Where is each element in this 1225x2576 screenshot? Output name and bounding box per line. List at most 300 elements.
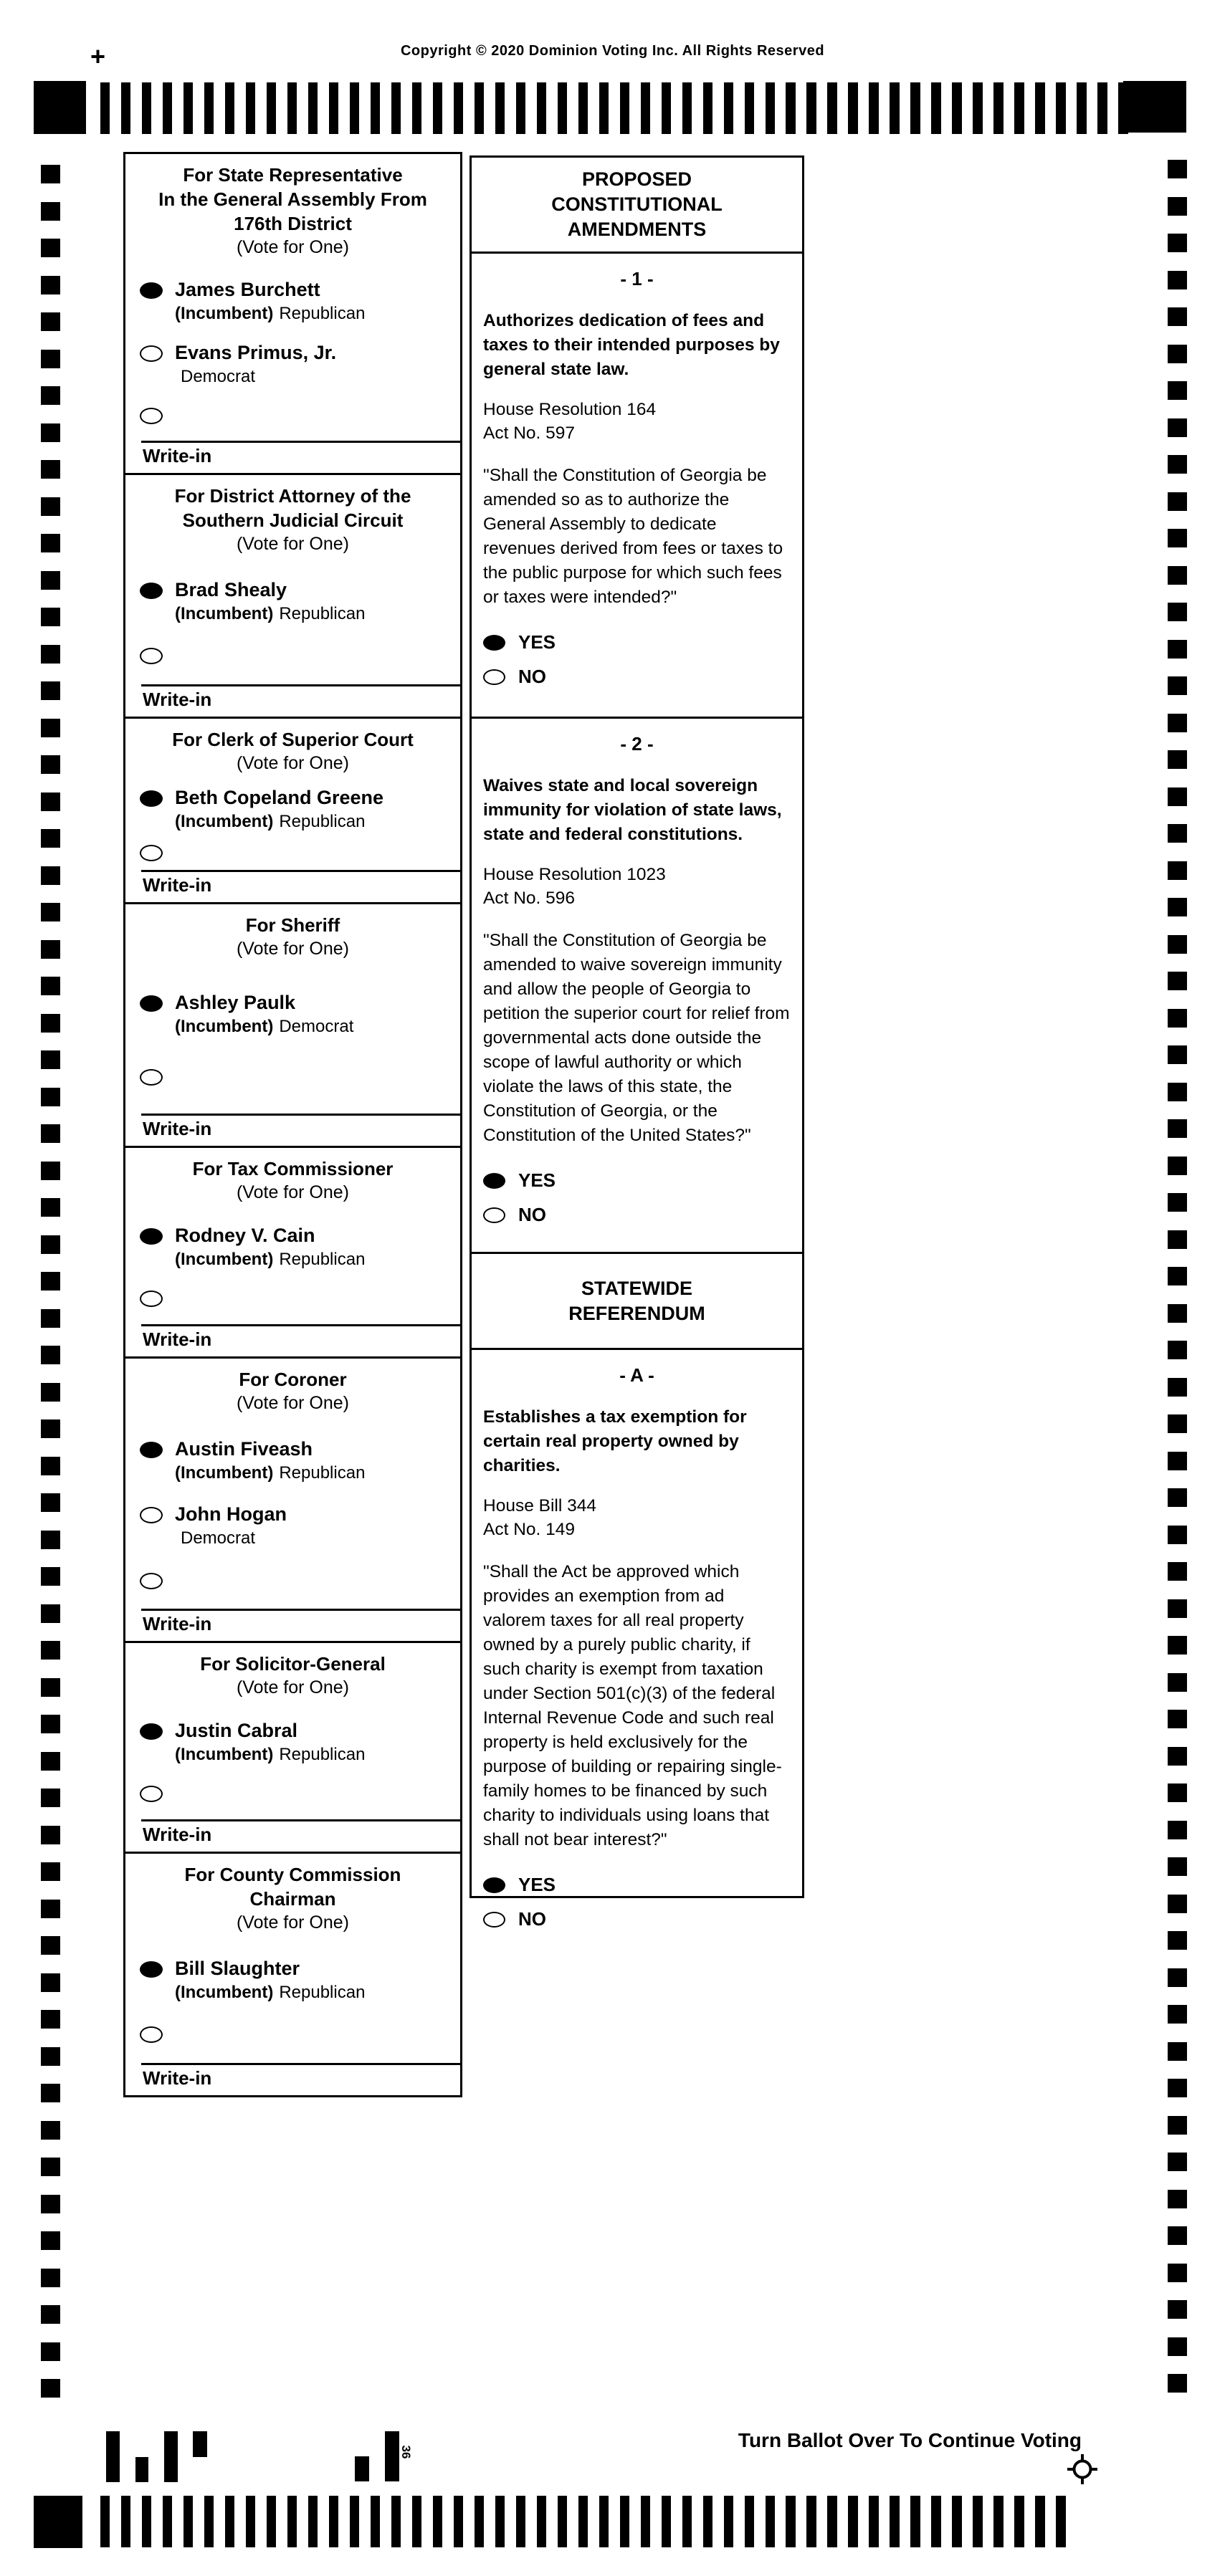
timing-mark	[682, 82, 692, 134]
timing-mark	[142, 2496, 151, 2547]
timing-mark	[1168, 160, 1187, 178]
timing-mark	[1168, 1414, 1187, 1433]
timing-mark	[41, 2379, 60, 2398]
candidate-name: Austin Fiveash	[175, 1437, 313, 1460]
timing-mark	[287, 82, 297, 134]
vote-for-instruction: (Vote for One)	[236, 534, 350, 554]
blank-candidate-row	[140, 841, 460, 861]
timing-mark	[41, 1235, 60, 1254]
vote-for-instruction: (Vote for One)	[236, 753, 350, 773]
ballot-oval[interactable]	[140, 1961, 163, 1978]
timing-mark	[495, 82, 505, 134]
timing-mark	[41, 2342, 60, 2361]
ballot-oval[interactable]	[140, 583, 163, 599]
timing-mark	[1168, 898, 1187, 916]
timing-mark	[1168, 1599, 1187, 1618]
timing-marks-right	[1168, 160, 1187, 2393]
timing-mark	[1168, 1157, 1187, 1175]
write-in-area[interactable]	[141, 1324, 460, 1356]
timing-mark	[766, 82, 775, 134]
timing-mark	[1168, 1968, 1187, 1987]
timing-mark	[41, 681, 60, 700]
timing-mark	[41, 1493, 60, 1512]
timing-mark	[1168, 1857, 1187, 1876]
timing-mark	[682, 2496, 692, 2547]
ballot-oval[interactable]	[483, 635, 505, 651]
timing-mark	[41, 1826, 60, 1844]
timing-mark	[1168, 1895, 1187, 1913]
timing-mark	[931, 82, 940, 134]
timing-mark	[246, 82, 255, 134]
timing-mark	[1168, 1747, 1187, 1766]
timing-mark	[952, 82, 961, 134]
timing-mark	[662, 82, 671, 134]
vote-for-instruction: (Vote for One)	[236, 1912, 350, 1933]
contest-coroner	[123, 1356, 462, 1643]
contest-district-attorney	[123, 473, 462, 719]
timing-mark	[41, 497, 60, 516]
timing-mark	[41, 1567, 60, 1586]
contest-tax-commissioner	[123, 1146, 462, 1359]
contest-title: For Sheriff	[245, 914, 340, 936]
timing-mark	[1168, 2079, 1187, 2097]
proposed-amendments-header: PROPOSED CONSTITUTIONAL AMENDMENTS	[469, 155, 804, 254]
timing-mark	[1097, 82, 1107, 134]
ballot-oval[interactable]	[140, 1069, 163, 1086]
timing-mark	[412, 2496, 421, 2547]
timing-mark	[41, 608, 60, 626]
timing-mark	[786, 2496, 795, 2547]
timing-mark	[287, 2496, 297, 2547]
timing-mark	[1168, 1267, 1187, 1285]
timing-mark	[41, 1198, 60, 1217]
ballot-oval[interactable]	[140, 1291, 163, 1307]
contest-title: For Coroner	[239, 1369, 347, 1390]
timing-mark	[475, 82, 484, 134]
timing-mark	[1168, 714, 1187, 732]
blank-candidate-row	[140, 1287, 460, 1307]
timing-mark	[993, 2496, 1003, 2547]
timing-mark	[724, 2496, 733, 2547]
measure-reference: House Bill 344 Act No. 149	[483, 1496, 596, 1539]
timing-mark	[1168, 1009, 1187, 1028]
contest-sheriff	[123, 902, 462, 1148]
timing-mark	[41, 386, 60, 405]
vote-for-instruction: (Vote for One)	[236, 1677, 350, 1698]
write-in-area[interactable]	[141, 870, 460, 902]
timing-mark	[537, 82, 546, 134]
timing-mark	[1014, 2496, 1024, 2547]
candidate-row	[140, 1958, 460, 2003]
timing-mark	[41, 829, 60, 848]
blank-candidate-row	[140, 1782, 460, 1802]
timing-mark	[41, 202, 60, 221]
timing-mark	[41, 866, 60, 885]
timing-mark	[41, 1789, 60, 1807]
timing-mark	[1168, 418, 1187, 437]
timing-mark	[1168, 1119, 1187, 1138]
timing-mark	[100, 2496, 110, 2547]
option-label: NO	[518, 1204, 546, 1225]
timing-mark	[142, 82, 151, 134]
ballot-oval[interactable]	[140, 845, 163, 861]
timing-mark	[41, 645, 60, 664]
timing-mark	[41, 312, 60, 331]
code-bar	[355, 2456, 369, 2481]
candidate-row	[140, 1438, 460, 1484]
timing-mark	[267, 82, 276, 134]
timing-mark	[1168, 1710, 1187, 1728]
timing-mark	[41, 1715, 60, 1733]
timing-mark	[41, 534, 60, 552]
timing-mark	[1168, 1083, 1187, 1101]
timing-mark	[848, 2496, 857, 2547]
code-bar	[135, 2457, 148, 2482]
ballot-oval[interactable]	[140, 1573, 163, 1589]
timing-mark	[204, 82, 214, 134]
option-label: YES	[518, 1874, 556, 1895]
timing-mark	[41, 2084, 60, 2102]
ballot-oval[interactable]	[140, 345, 163, 362]
contest-solicitor-general	[123, 1641, 462, 1854]
candidate-row	[140, 992, 460, 1038]
timing-marks-top	[100, 82, 1128, 134]
timing-mark	[41, 1272, 60, 1291]
write-in-area[interactable]	[141, 1114, 460, 1146]
timing-mark	[412, 82, 421, 134]
timing-mark	[1118, 82, 1128, 134]
timing-mark	[599, 82, 609, 134]
timing-mark	[558, 2496, 567, 2547]
timing-mark	[1077, 82, 1086, 134]
timing-mark	[41, 2305, 60, 2324]
turn-ballot-over-notice: Turn Ballot Over To Continue Voting	[738, 2429, 1082, 2451]
contest-title: For Tax Commissioner	[192, 1158, 394, 1179]
ballot-oval[interactable]	[483, 1173, 505, 1189]
write-in-area[interactable]	[141, 684, 460, 717]
option-label: YES	[518, 1169, 556, 1191]
timing-mark	[41, 719, 60, 737]
timing-mark	[910, 2496, 920, 2547]
timing-mark	[599, 2496, 609, 2547]
write-in-area[interactable]	[141, 1819, 460, 1852]
timing-mark	[1168, 787, 1187, 806]
option-label: NO	[518, 1908, 546, 1930]
timing-mark	[869, 2496, 878, 2547]
timing-mark	[41, 2010, 60, 2029]
candidate-party: (Incumbent) Republican	[175, 1982, 366, 2002]
timing-mark	[454, 82, 463, 134]
timing-mark	[786, 82, 795, 134]
timing-mark	[41, 460, 60, 479]
timing-mark	[1168, 2005, 1187, 2024]
timing-mark	[41, 1419, 60, 1438]
timing-mark	[641, 82, 650, 134]
code-bar	[106, 2431, 120, 2482]
timing-mark	[121, 82, 130, 134]
timing-mark	[225, 2496, 234, 2547]
timing-mark	[745, 2496, 754, 2547]
timing-mark	[1168, 1821, 1187, 1839]
measure-referendum-a	[469, 1348, 804, 1930]
candidate-row	[140, 787, 460, 833]
timing-mark	[41, 1862, 60, 1881]
option-label: YES	[518, 631, 556, 653]
measure-reference: House Resolution 164 Act No. 597	[483, 400, 657, 443]
timing-mark	[41, 2121, 60, 2140]
vote-for-instruction: (Vote for One)	[236, 1182, 350, 1202]
timing-mark	[910, 82, 920, 134]
measure-question: "Shall the Constitution of Georgia be amended to waive sovereign immunity and allow the people of Georgia to petition the superior court for relief from governmental acts done outside the scope of lawful authority or which violate the laws of this state, the Constitution of Georgia, or the Constitution of the United States?"	[483, 931, 790, 1145]
timing-mark	[41, 1973, 60, 1992]
timing-mark	[371, 82, 380, 134]
contest-title: For State Representative In the General Assembly From 176th District	[158, 164, 427, 234]
timing-mark	[890, 82, 899, 134]
copyright-line: Copyright © 2020 Dominion Voting Inc. All Rights Reserved	[400, 43, 825, 59]
ballot-oval[interactable]	[140, 1228, 163, 1245]
timing-mark	[41, 1014, 60, 1033]
timing-mark	[350, 2496, 359, 2547]
timing-mark	[163, 82, 172, 134]
timing-mark	[578, 82, 588, 134]
ballot-oval[interactable]	[140, 995, 163, 1012]
timing-mark	[1168, 455, 1187, 474]
timing-mark	[1056, 2496, 1065, 2547]
ballot-oval[interactable]	[140, 282, 163, 299]
timing-mark	[766, 2496, 775, 2547]
timing-mark	[1168, 824, 1187, 843]
contest-title: For County Commission Chairman	[184, 1864, 401, 1910]
candidate-row	[140, 1720, 460, 1766]
timing-mark	[41, 239, 60, 257]
candidate-party: (Incumbent) Democrat	[175, 1017, 354, 1036]
contest-title: For Clerk of Superior Court	[172, 729, 414, 750]
timing-mark	[1168, 2337, 1187, 2356]
timing-mark	[516, 82, 525, 134]
timing-mark	[662, 2496, 671, 2547]
ballot-oval[interactable]	[140, 1442, 163, 1458]
timing-mark	[41, 1641, 60, 1660]
timing-mark	[1168, 197, 1187, 216]
measure-summary: Establishes a tax exemption for certain real property owned by charities.	[483, 1407, 747, 1475]
timing-mark	[890, 2496, 899, 2547]
timing-mark	[433, 2496, 442, 2547]
candidate-name: Justin Cabral	[175, 1719, 298, 1741]
timing-mark	[1014, 82, 1024, 134]
timing-mark	[433, 82, 442, 134]
option-no	[483, 1204, 791, 1226]
timing-mark	[41, 1936, 60, 1955]
measures-column	[469, 155, 804, 1930]
timing-mark	[641, 2496, 650, 2547]
timing-mark	[1168, 640, 1187, 659]
timing-mark	[1168, 750, 1187, 769]
ballot-oval[interactable]	[140, 1723, 163, 1740]
candidate-party: (Incumbent) Republican	[175, 1249, 366, 1269]
timing-mark	[41, 793, 60, 811]
timing-mark	[1168, 1673, 1187, 1692]
candidate-name: Brad Shealy	[175, 578, 287, 600]
timing-mark	[1168, 1304, 1187, 1323]
write-in-label: Write-in	[143, 874, 212, 896]
timing-mark	[41, 1162, 60, 1180]
write-in-label: Write-in	[143, 689, 212, 710]
timing-mark	[1168, 1378, 1187, 1397]
timing-mark	[1168, 1193, 1187, 1212]
timing-mark	[1168, 603, 1187, 621]
write-in-area[interactable]	[141, 2063, 460, 2095]
code-bar	[385, 2431, 399, 2481]
timing-mark	[1168, 2042, 1187, 2061]
option-yes	[483, 1874, 791, 1896]
blank-candidate-row	[140, 1066, 460, 1086]
timing-mark	[952, 2496, 961, 2547]
timing-mark	[806, 82, 816, 134]
timing-mark	[308, 82, 318, 134]
timing-mark	[1168, 2190, 1187, 2208]
ballot-oval[interactable]	[140, 790, 163, 807]
write-in-area[interactable]	[141, 441, 460, 473]
statewide-referendum-header: STATEWIDE REFERENDUM	[469, 1252, 804, 1350]
write-in-label: Write-in	[143, 445, 212, 466]
candidate-name: Bill Slaughter	[175, 1957, 300, 1979]
timing-mark	[41, 1309, 60, 1328]
timing-mark	[1168, 1341, 1187, 1359]
timing-mark	[827, 82, 836, 134]
timing-marks-left	[41, 165, 60, 2398]
timing-block-top-left	[34, 81, 86, 134]
ballot-oval[interactable]	[483, 669, 505, 685]
timing-mark	[41, 1346, 60, 1364]
ballot-oval[interactable]	[140, 648, 163, 664]
timing-mark	[41, 1531, 60, 1549]
timing-mark	[163, 2496, 172, 2547]
timing-mark	[1168, 861, 1187, 880]
timing-mark	[620, 82, 629, 134]
timing-mark	[308, 2496, 318, 2547]
timing-mark	[1168, 345, 1187, 363]
contest-clerk-superior-court	[123, 717, 462, 904]
timing-mark	[1168, 1783, 1187, 1802]
timing-mark	[41, 1604, 60, 1623]
timing-mark	[578, 2496, 588, 2547]
timing-mark	[1168, 566, 1187, 585]
candidate-party: Democrat	[181, 1528, 256, 1548]
contest-title: For District Attorney of the Southern Judicial Circuit	[174, 485, 411, 531]
timing-mark	[246, 2496, 255, 2547]
write-in-area[interactable]	[141, 1609, 460, 1641]
candidate-party: (Incumbent) Republican	[175, 304, 366, 324]
option-no	[483, 1908, 791, 1930]
write-in-label: Write-in	[143, 1824, 212, 1845]
candidate-name: James Burchett	[175, 279, 320, 301]
timing-block-top-right	[1123, 81, 1186, 133]
timing-mark	[121, 2496, 130, 2547]
timing-mark	[41, 1088, 60, 1106]
ballot-oval[interactable]	[483, 1877, 505, 1893]
timing-mark	[827, 2496, 836, 2547]
candidate-party: (Incumbent) Republican	[175, 603, 366, 623]
timing-mark	[1168, 2374, 1187, 2393]
timing-mark	[41, 571, 60, 590]
option-label: NO	[518, 666, 546, 687]
timing-mark	[41, 1752, 60, 1771]
timing-mark	[1035, 82, 1044, 134]
candidate-row	[140, 579, 460, 625]
timing-mark	[1168, 1488, 1187, 1507]
timing-mark	[1168, 492, 1187, 511]
timing-mark	[1168, 2226, 1187, 2245]
timing-mark	[703, 82, 712, 134]
ballot-oval[interactable]	[140, 2026, 163, 2043]
timing-mark	[183, 82, 193, 134]
timing-mark	[41, 977, 60, 995]
timing-mark	[848, 82, 857, 134]
timing-mark	[1168, 529, 1187, 547]
timing-mark	[1168, 935, 1187, 954]
timing-mark	[183, 2496, 193, 2547]
candidate-name: John Hogan	[175, 1503, 287, 1525]
ballot-oval[interactable]	[140, 1786, 163, 1802]
option-no	[483, 666, 791, 688]
registration-crosshair-icon	[1067, 2453, 1098, 2485]
timing-mark	[41, 2195, 60, 2213]
vote-for-instruction: (Vote for One)	[236, 237, 350, 257]
write-in-label: Write-in	[143, 1118, 212, 1139]
contest-state-representative	[123, 152, 462, 475]
timing-mark	[724, 82, 733, 134]
timing-mark	[41, 940, 60, 959]
option-yes	[483, 631, 791, 653]
timing-mark	[454, 2496, 463, 2547]
timing-mark	[993, 82, 1003, 134]
timing-mark	[1168, 1452, 1187, 1470]
timing-mark	[1168, 1636, 1187, 1655]
timing-mark	[1168, 676, 1187, 695]
timing-mark	[204, 2496, 214, 2547]
timing-mark	[391, 82, 401, 134]
timing-mark	[41, 2231, 60, 2250]
blank-candidate-row	[140, 404, 460, 424]
code-bar	[164, 2431, 178, 2482]
contest-column	[123, 152, 462, 2097]
timing-mark	[41, 350, 60, 368]
ballot-oval[interactable]	[483, 1207, 505, 1223]
timing-mark	[371, 2496, 380, 2547]
measure-amendment-2	[469, 717, 804, 1254]
timing-mark	[703, 2496, 712, 2547]
ballot-oval[interactable]	[483, 1912, 505, 1928]
timing-mark	[1168, 1526, 1187, 1544]
timing-mark	[1168, 2300, 1187, 2319]
timing-mark	[1168, 381, 1187, 400]
timing-mark	[1035, 2496, 1044, 2547]
timing-mark	[41, 755, 60, 774]
ballot-oval[interactable]	[140, 1507, 163, 1523]
contest-title: For Solicitor-General	[200, 1653, 386, 1675]
candidate-row	[140, 1503, 460, 1549]
ballot-style-code: 36	[399, 2445, 413, 2459]
timing-mark	[100, 82, 110, 134]
candidate-row	[140, 279, 460, 325]
timing-mark	[1168, 2264, 1187, 2282]
ballot-oval[interactable]	[140, 408, 163, 424]
timing-mark	[620, 2496, 629, 2547]
vote-for-instruction: (Vote for One)	[236, 939, 350, 959]
timing-mark	[41, 2158, 60, 2176]
blank-candidate-row	[140, 644, 460, 664]
blank-candidate-row	[140, 1569, 460, 1589]
